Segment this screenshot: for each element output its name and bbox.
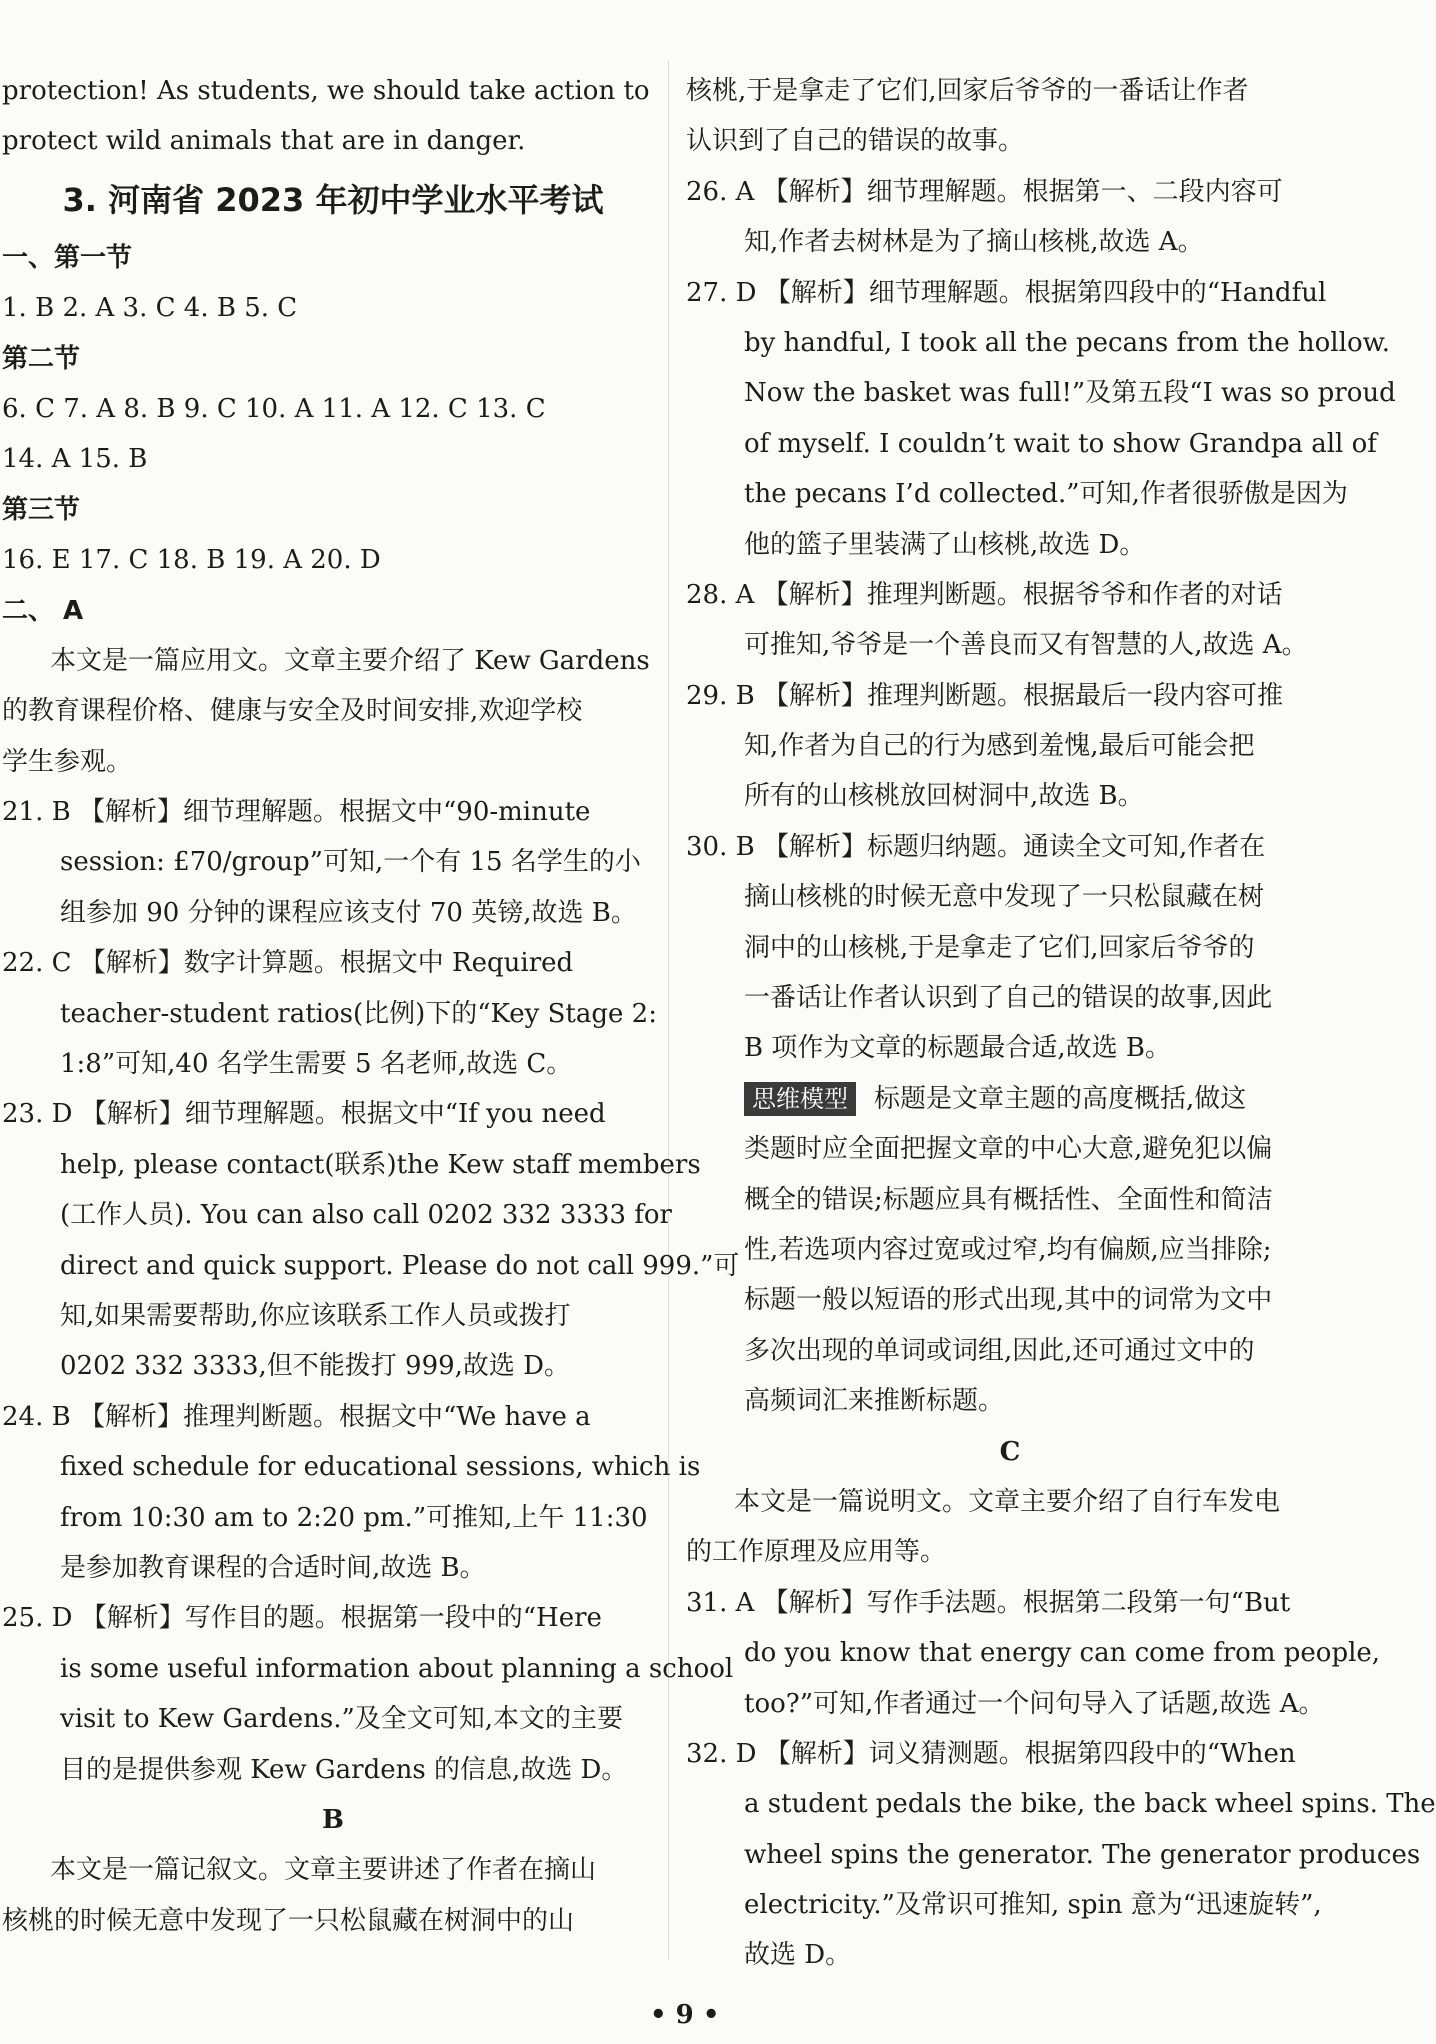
line-text: 组参加 90 分钟的课程应该支付 70 英镑,故选 B。 — [60, 897, 637, 928]
line-text: protection! As students, we should take action to — [2, 76, 650, 106]
left-line — [2, 384, 664, 434]
line-text: 核桃,于是拿走了它们,回家后爷爷的一番话让作者 — [686, 76, 1249, 106]
line-text: 概全的错误;标题应具有概括性、全面性和简洁 — [744, 1184, 1273, 1215]
right-line — [686, 1427, 1334, 1477]
line-text: 核桃的时候无意中发现了一只松鼠藏在树洞中的山 — [2, 1905, 575, 1936]
right-line — [686, 1477, 1334, 1527]
left-line — [2, 1392, 664, 1442]
line-text: 21. B 【解析】细节理解题。根据文中“90-minute — [2, 797, 591, 828]
line-text: 性,若选项内容过宽或过窄,均有偏颇,应当排除; — [744, 1234, 1272, 1265]
line-text: 6. C 7. A 8. B 9. C 10. A 11. A 12. C 13. C — [2, 393, 546, 424]
line-text: do you know that energy can come from people, — [744, 1638, 1381, 1669]
right-line — [686, 771, 1334, 821]
left-line — [2, 686, 664, 736]
left-line — [2, 1493, 664, 1543]
line-text: 30. B 【解析】标题归纳题。通读全文可知,作者在 — [686, 831, 1266, 862]
left-line — [2, 233, 664, 283]
left-column — [2, 66, 740, 1946]
line-text: 25. D 【解析】写作目的题。根据第一段中的“Here — [2, 1603, 602, 1634]
right-line — [686, 520, 1334, 570]
line-text: 一番话让作者认识到了自己的错误的故事,因此 — [744, 983, 1273, 1014]
left-line — [2, 434, 664, 484]
line-text: help, please contact(联系)the Kew staff members — [60, 1149, 701, 1180]
right-line — [686, 872, 1334, 922]
right-line — [686, 1527, 1334, 1577]
left-line — [2, 989, 664, 1039]
line-text: from 10:30 am to 2:20 pm.”可推知,上午 11:30 — [60, 1502, 648, 1533]
line-text: 认识到了自己的错误的故事。 — [686, 126, 1025, 157]
line-text: 二、 A — [2, 595, 84, 626]
line-text: too?”可知,作者通过一个问句导入了话题,故选 A。 — [744, 1688, 1325, 1719]
left-line — [2, 283, 664, 333]
right-line — [686, 620, 1334, 670]
line-text: 31. A 【解析】写作手法题。根据第二段第一句“But — [686, 1587, 1291, 1618]
left-line — [2, 1694, 664, 1744]
left-line — [2, 535, 664, 585]
right-line — [686, 1023, 1334, 1073]
right-line — [686, 419, 1377, 469]
left-line — [2, 1745, 664, 1795]
line-text: 23. D 【解析】细节理解题。根据文中“If you need — [2, 1099, 606, 1130]
line-text: 本文是一篇说明文。文章主要介绍了自行车发电 — [734, 1486, 1281, 1517]
right-line — [686, 721, 1334, 771]
left-line — [2, 167, 664, 233]
line-text: 标题是文章主题的高度概括,做这 — [874, 1083, 1247, 1114]
right-line — [686, 1225, 1334, 1275]
line-text: Now the basket was full!”及第五段“I was so proud — [744, 378, 1396, 409]
line-text: 一、第一节 — [2, 242, 133, 273]
page-number: • 9 • — [650, 2000, 720, 2030]
left-line — [2, 1845, 664, 1895]
right-line — [686, 368, 1396, 418]
right-line — [686, 1628, 1381, 1678]
left-line — [2, 1291, 664, 1341]
line-text: 是参加教育课程的合适时间,故选 B。 — [60, 1552, 486, 1583]
right-line — [686, 318, 1391, 368]
line-text: 高频词汇来推断标题。 — [744, 1386, 1005, 1417]
line-text: session: £70/group”可知,一个有 15 名学生的小 — [60, 847, 641, 878]
left-line — [2, 787, 664, 837]
line-text: by handful, I took all the pecans from the hollow. — [744, 327, 1391, 358]
right-line — [686, 66, 1334, 116]
line-text: 可推知,爷爷是一个善良而又有智慧的人,故选 A。 — [744, 630, 1308, 661]
right-line — [686, 217, 1334, 267]
left-line — [2, 737, 664, 787]
line-text: 第二节 — [2, 343, 81, 374]
right-line — [686, 1779, 1436, 1829]
right-line — [686, 1679, 1334, 1729]
left-line — [2, 938, 664, 988]
right-line — [686, 973, 1334, 1023]
line-text: 他的篮子里装满了山核桃,故选 D。 — [744, 529, 1146, 560]
left-line — [2, 1190, 672, 1240]
line-text: B 项作为文章的标题最合适,故选 B。 — [744, 1033, 1172, 1064]
right-line — [686, 671, 1334, 721]
right-line — [686, 1326, 1334, 1376]
line-text: 知,作者为自己的行为感到羞愧,最后可能会把 — [744, 731, 1255, 762]
right-line — [686, 167, 1334, 217]
line-text: 的工作原理及应用等。 — [686, 1537, 947, 1568]
line-text: 22. C 【解析】数字计算题。根据文中 Required — [2, 948, 574, 979]
line-text: 学生参观。 — [2, 746, 133, 777]
left-line — [2, 66, 664, 116]
line-text: 类题时应全面把握文章的中心大意,避免犯以偏 — [744, 1134, 1273, 1165]
line-text: protect wild animals that are in danger. — [2, 126, 526, 157]
line-text: direct and quick support. Please do not call 999.”可 — [60, 1250, 740, 1281]
left-line — [2, 485, 664, 535]
line-text: B — [322, 1804, 344, 1835]
line-text: 26. A 【解析】细节理解题。根据第一、二段内容可 — [686, 176, 1283, 207]
line-text: 多次出现的单词或词组,因此,还可通过文中的 — [744, 1335, 1255, 1366]
right-line — [686, 1578, 1334, 1628]
line-text: 洞中的山核桃,于是拿走了它们,回家后爷爷的 — [744, 932, 1255, 963]
left-line — [2, 1140, 701, 1190]
line-text: 目的是提供参观 Kew Gardens 的信息,故选 D。 — [60, 1754, 628, 1785]
right-line — [686, 1830, 1421, 1880]
line-text: of myself. I couldn’t wait to show Grandpa all of — [744, 428, 1377, 459]
line-text: C — [999, 1436, 1021, 1467]
line-text: 32. D 【解析】词义猜测题。根据第四段中的“When — [686, 1738, 1296, 1769]
line-text: 28. A 【解析】推理判断题。根据爷爷和作者的对话 — [686, 579, 1283, 610]
left-line — [2, 1543, 664, 1593]
right-line — [686, 1124, 1334, 1174]
line-text: 故选 D。 — [744, 1940, 852, 1971]
line-text: 所有的山核桃放回树洞中,故选 B。 — [744, 781, 1144, 812]
right-line — [686, 1930, 1334, 1980]
line-text: electricity.”及常识可推知, spin 意为“迅速旋转”, — [744, 1890, 1322, 1921]
line-text: is some useful information about planning a school — [60, 1653, 734, 1684]
line-text: 标题一般以短语的形式出现,其中的词常为文中 — [744, 1285, 1273, 1316]
right-line — [686, 822, 1334, 872]
line-text: visit to Kew Gardens.”及全文可知,本文的主要 — [60, 1704, 624, 1735]
right-line — [686, 1729, 1334, 1779]
line-text: a student pedals the bike, the back wheel spins. The — [744, 1789, 1436, 1820]
line-text: 知,如果需要帮助,你应该联系工作人员或拨打 — [60, 1300, 571, 1331]
left-line — [2, 1039, 664, 1089]
right-column — [686, 66, 1436, 1981]
right-line — [686, 570, 1334, 620]
right-line — [686, 1175, 1334, 1225]
left-line — [2, 586, 664, 636]
left-line — [2, 1241, 740, 1291]
right-line — [686, 268, 1334, 318]
left-line — [2, 636, 664, 686]
line-text: 本文是一篇应用文。文章主要介绍了 Kew Gardens — [50, 645, 650, 676]
left-line — [2, 1442, 701, 1492]
line-text: 本文是一篇记叙文。文章主要讲述了作者在摘山 — [50, 1855, 597, 1886]
left-line — [2, 888, 664, 938]
left-line — [2, 334, 664, 384]
line-text: 第三节 — [2, 494, 81, 525]
line-text: 1. B 2. A 3. C 4. B 5. C — [2, 293, 298, 324]
left-line — [2, 1795, 664, 1845]
right-line — [686, 923, 1334, 973]
right-line — [686, 1074, 1334, 1124]
left-line — [2, 1089, 664, 1139]
line-text: fixed schedule for educational sessions, which is — [60, 1452, 701, 1483]
right-line — [686, 469, 1348, 519]
left-line — [2, 1896, 664, 1946]
right-line — [686, 1376, 1334, 1426]
line-text: 27. D 【解析】细节理解题。根据第四段中的“Handful — [686, 277, 1327, 308]
line-text: 16. E 17. C 18. B 19. A 20. D — [2, 545, 381, 576]
left-line — [2, 116, 664, 166]
line-text: 0202 332 3333,但不能拨打 999,故选 D。 — [60, 1351, 571, 1382]
right-line — [686, 116, 1334, 166]
line-text: 3. 河南省 2023 年初中学业水平考试 — [62, 180, 604, 219]
left-line — [2, 1593, 664, 1643]
line-text: (工作人员). You can also call 0202 332 3333 for — [60, 1200, 672, 1231]
line-text: 24. B 【解析】推理判断题。根据文中“We have a — [2, 1401, 591, 1432]
left-line — [2, 1341, 664, 1391]
left-line — [2, 1644, 734, 1694]
line-text: wheel spins the generator. The generator produces — [744, 1839, 1421, 1870]
right-line — [686, 1880, 1334, 1930]
line-text: 摘山核桃的时候无意中发现了一只松鼠藏在树 — [744, 882, 1265, 913]
line-text: 14. A 15. B — [2, 444, 148, 475]
line-text: teacher-student ratios(比例)下的“Key Stage 2: — [60, 998, 657, 1029]
line-text: 1:8”可知,40 名学生需要 5 名老师,故选 C。 — [60, 1049, 573, 1080]
line-text: 的教育课程价格、健康与安全及时间安排,欢迎学校 — [2, 696, 583, 727]
line-text: 知,作者去树林是为了摘山核桃,故选 A。 — [744, 227, 1204, 258]
line-text: 29. B 【解析】推理判断题。根据最后一段内容可推 — [686, 680, 1283, 711]
line-text: the pecans I’d collected.”可知,作者很骄傲是因为 — [744, 479, 1348, 510]
right-line — [686, 1275, 1334, 1325]
left-line — [2, 837, 664, 887]
thinking-model-badge: 思维模型 — [744, 1082, 856, 1116]
